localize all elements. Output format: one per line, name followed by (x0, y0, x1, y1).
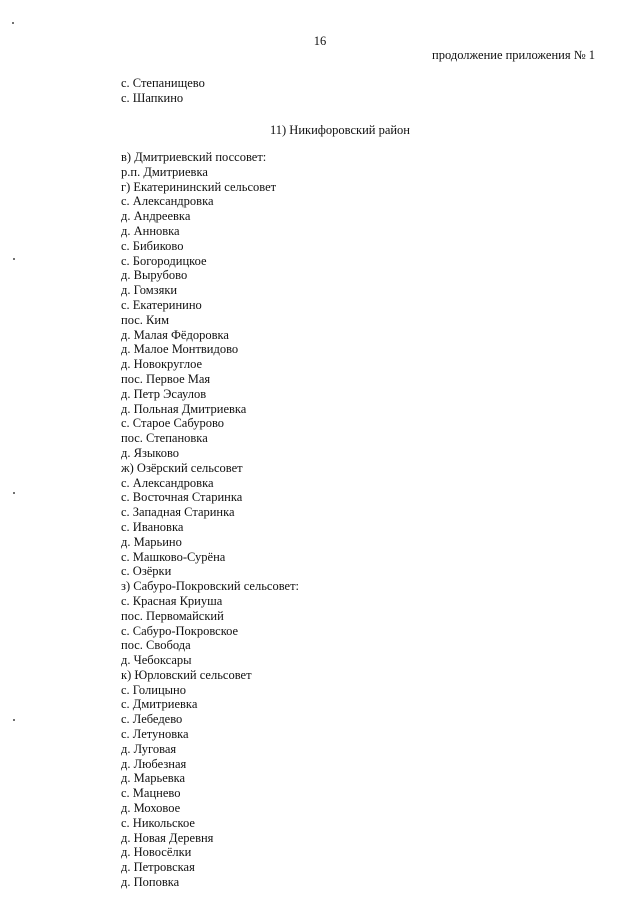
list-item: с. Никольское (121, 815, 195, 830)
list-item: д. Марьевка (121, 771, 186, 786)
list-item: д. Языково (121, 445, 180, 460)
list-item: д. Петровская (121, 860, 195, 875)
list-item: р.п. Дмитриевка (121, 164, 208, 179)
list-item: д. Анновка (121, 223, 180, 238)
page-number: 16 (313, 34, 327, 48)
list-item: д. Малая Фёдоровка (121, 327, 229, 342)
list-item: д. Андреевка (121, 209, 191, 224)
list-item: пос. Степановка (121, 431, 208, 446)
list-item: с. Озёрки (121, 564, 172, 579)
scan-speck (12, 22, 14, 24)
list-item: с. Восточная Старинка (121, 490, 243, 505)
list-item: д. Марьино (121, 534, 182, 549)
list-item: д. Чебоксары (121, 653, 192, 668)
list-item: с. Сабуро-Покровское (121, 623, 239, 638)
list-item: д. Новая Деревня (121, 830, 214, 845)
list-item: с. Старое Сабурово (121, 416, 225, 431)
list-item: пос. Ким (121, 312, 169, 327)
list-item: д. Новосёлки (121, 845, 192, 860)
council-heading: г) Екатерининский сельсовет (121, 179, 277, 194)
list-item: д. Луговая (121, 741, 177, 756)
list-item: с. Ивановка (121, 519, 184, 534)
list-item: с. Александровка (121, 194, 214, 209)
scan-speck (13, 258, 15, 260)
list-item: с. Машково-Сурёна (121, 549, 226, 564)
list-item: д. Гомзяки (121, 283, 178, 298)
list-item: пос. Первомайский (121, 608, 224, 623)
list-item: д. Моховое (121, 801, 181, 816)
council-heading: к) Юрловский сельсовет (121, 667, 252, 682)
list-item: с. Голицыно (121, 682, 186, 697)
list-item: пос. Свобода (121, 638, 191, 653)
list-item: с. Степанищево (121, 76, 205, 90)
list-item: пос. Первое Мая (121, 371, 211, 386)
list-item: с. Мацнево (121, 786, 181, 801)
list-item: д. Польная Дмитриевка (121, 401, 247, 416)
list-item: д. Петр Эсаулов (121, 386, 207, 401)
list-item: с. Александровка (121, 475, 214, 490)
council-heading: з) Сабуро-Покровский сельсовет: (121, 579, 300, 594)
list-item: с. Западная Старинка (121, 505, 235, 520)
settlement-list (121, 150, 299, 890)
list-item: с. Летуновка (121, 727, 189, 742)
list-item: д. Малое Монтвидово (121, 342, 239, 357)
list-item: д. Поповка (121, 875, 180, 890)
scan-speck (13, 719, 15, 721)
list-item: с. Шапкино (121, 90, 184, 105)
list-item: с. Лебедево (121, 712, 183, 727)
list-item: с. Екатеринино (121, 297, 202, 312)
list-item: с. Бибиково (121, 238, 184, 253)
district-heading: 11) Никифоровский район (269, 123, 411, 137)
list-item: д. Вырубово (121, 268, 188, 283)
council-heading: ж) Озёрский сельсовет (121, 460, 243, 475)
appendix-continuation-note: продолжение приложения № 1 (432, 48, 595, 62)
previous-settlement-list (121, 76, 205, 106)
list-item: д. Новокруглое (121, 357, 203, 372)
list-item: д. Любезная (121, 756, 187, 771)
list-item: с. Богородицкое (121, 253, 207, 268)
scan-speck (13, 492, 15, 494)
council-heading: в) Дмитриевский поссовет: (121, 150, 267, 164)
list-item: с. Дмитриевка (121, 697, 198, 712)
list-item: с. Красная Криуша (121, 593, 223, 608)
